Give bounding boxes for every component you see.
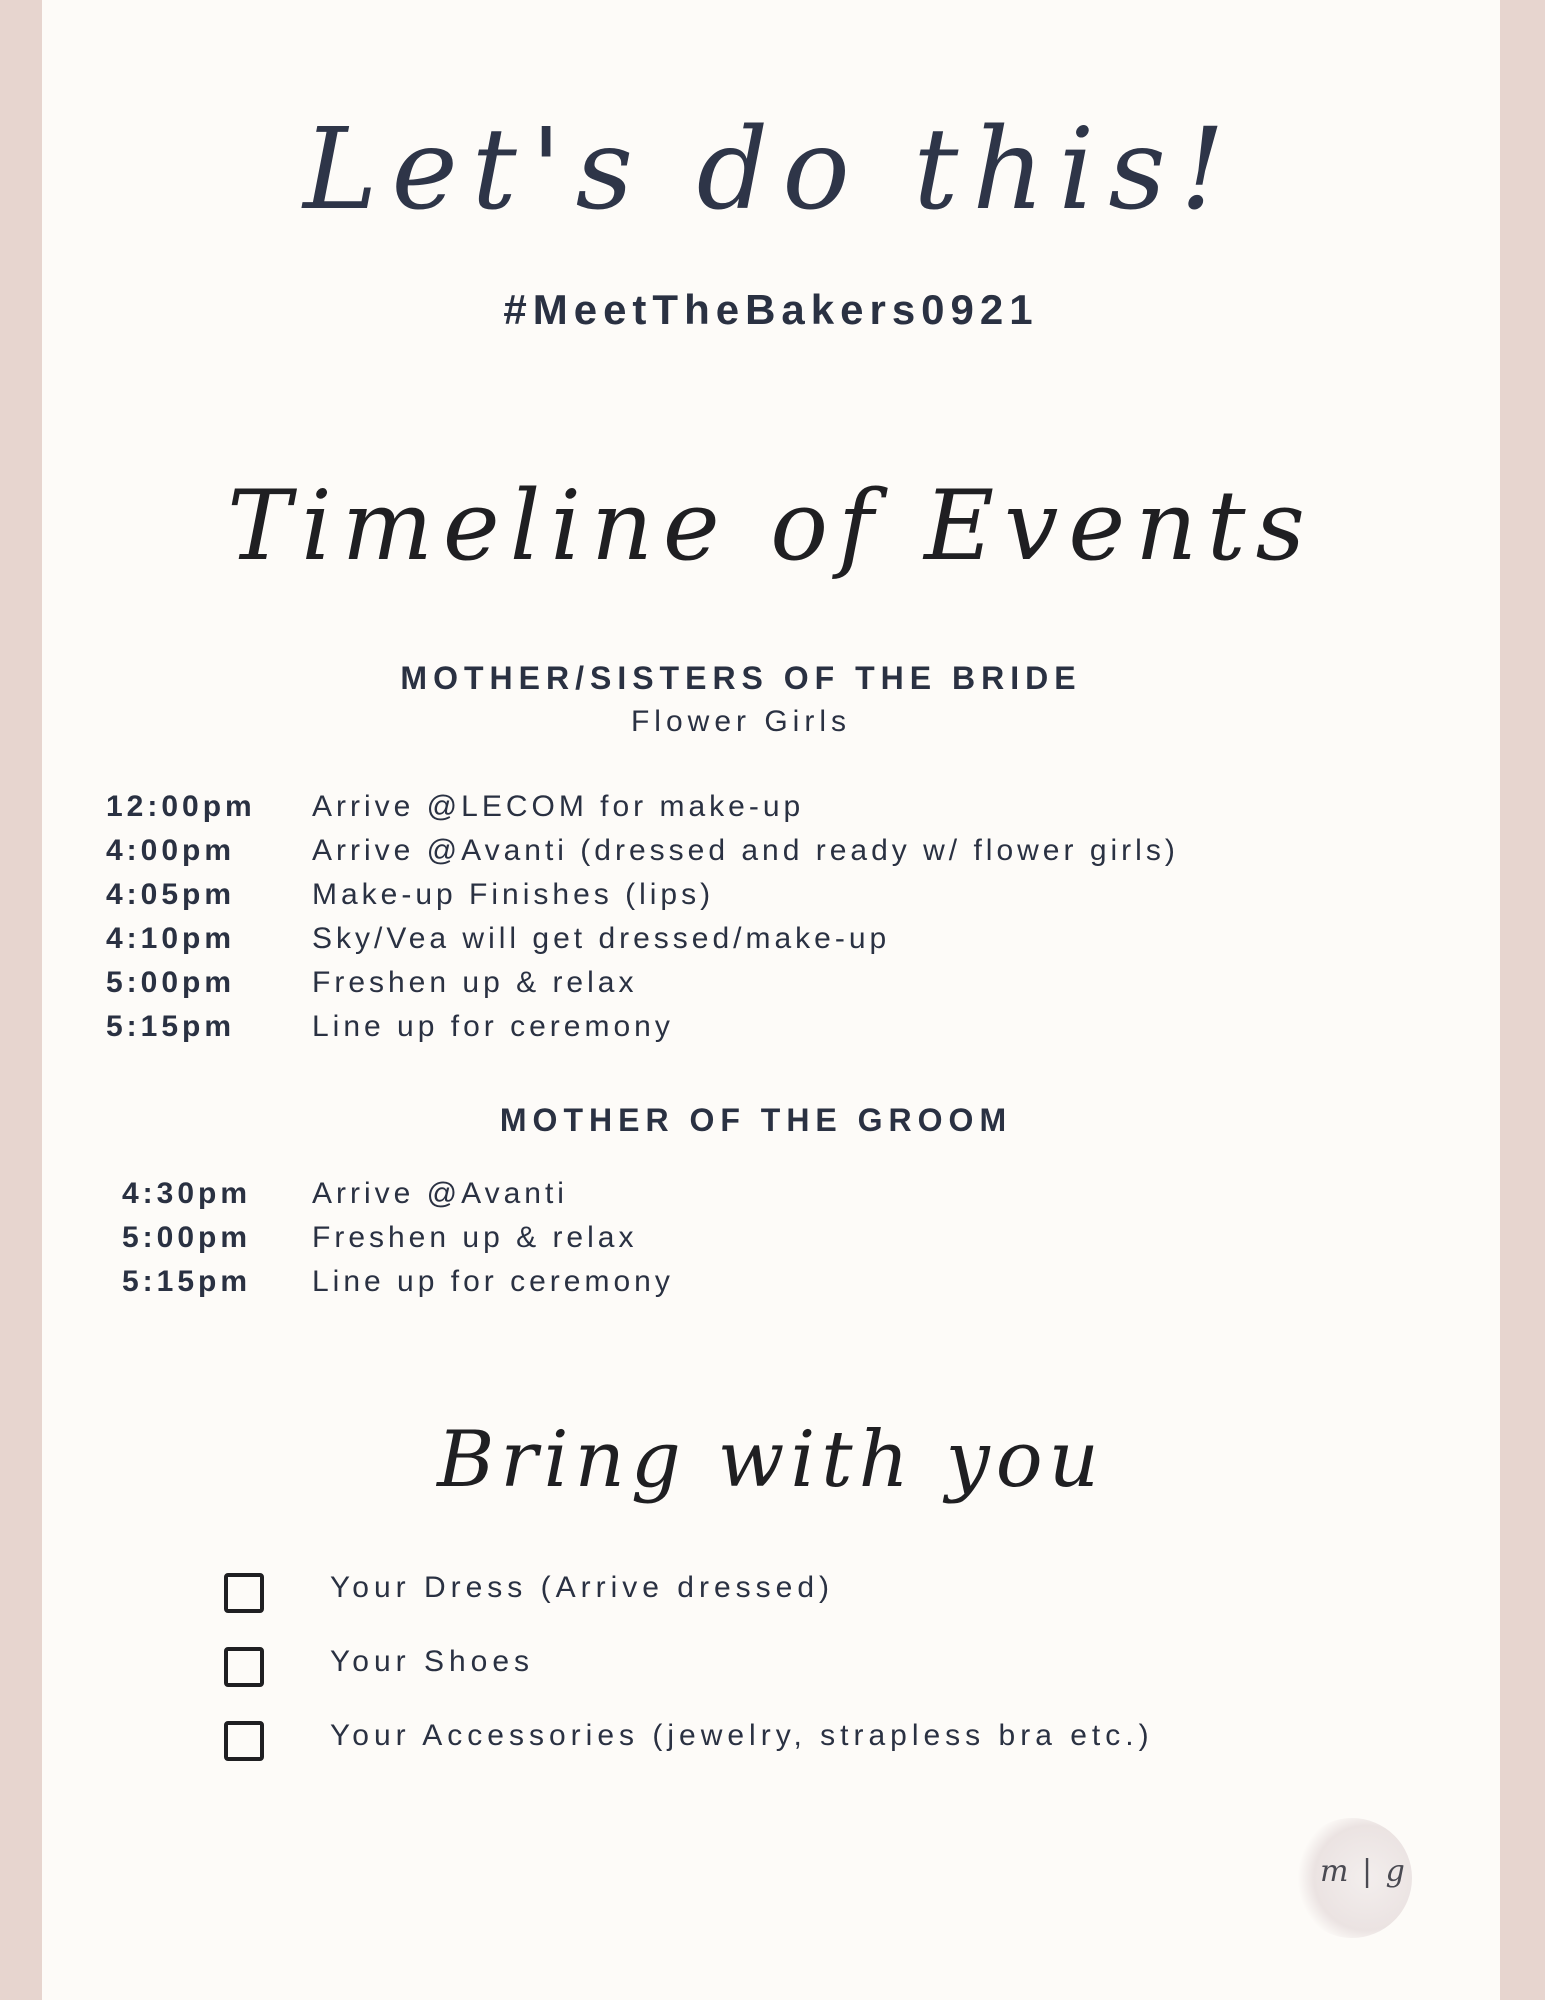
groom-schedule (42, 1172, 1442, 1304)
schedule-time: 5:15pm (106, 1010, 236, 1043)
checkbox[interactable] (224, 1721, 264, 1761)
timeline-title: Timeline of Events (227, 470, 1315, 582)
checklist-item (182, 1565, 1382, 1639)
schedule-time: 4:10pm (106, 922, 236, 955)
schedule-row (42, 1005, 1442, 1049)
schedule-time: 5:00pm (122, 1221, 252, 1254)
schedule-time: 5:00pm (106, 966, 236, 999)
schedule-row (42, 1172, 1442, 1216)
schedule-time: 4:05pm (106, 878, 236, 911)
checkbox[interactable] (224, 1573, 264, 1613)
checkbox[interactable] (224, 1647, 264, 1687)
schedule-event: Arrive @LECOM for make-up (312, 790, 805, 823)
schedule-time: 4:30pm (122, 1177, 252, 1210)
checklist-item (182, 1713, 1382, 1787)
schedule-time: 12:00pm (106, 790, 256, 823)
schedule-row (42, 785, 1442, 829)
bring-title: Bring with you (437, 1415, 1105, 1505)
schedule-row (42, 961, 1442, 1005)
schedule-event: Make-up Finishes (lips) (312, 878, 715, 911)
hero-title: Let's do this! (303, 105, 1239, 235)
monogram-logo (1292, 1818, 1412, 1938)
schedule-event: Line up for ceremony (312, 1265, 674, 1298)
schedule-row (42, 1260, 1442, 1304)
checklist-label: Your Shoes (330, 1645, 535, 1678)
document-page (42, 0, 1500, 2000)
schedule-event: Arrive @Avanti (312, 1177, 568, 1210)
schedule-row (42, 829, 1442, 873)
bring-checklist (182, 1565, 1382, 1787)
schedule-row (42, 917, 1442, 961)
monogram-text: m | g (1320, 1854, 1407, 1889)
bride-schedule (42, 785, 1442, 1049)
groom-section-heading: MOTHER OF THE GROOM (499, 1102, 1013, 1138)
schedule-event: Sky/Vea will get dressed/make-up (312, 922, 891, 955)
schedule-event: Freshen up & relax (312, 966, 638, 999)
schedule-row (42, 873, 1442, 917)
bride-section-heading: MOTHER/SISTERS OF THE BRIDE (400, 660, 1082, 696)
bride-section-subheading: Flower Girls (630, 705, 851, 738)
schedule-event: Line up for ceremony (312, 1010, 674, 1043)
checklist-label: Your Dress (Arrive dressed) (330, 1571, 835, 1604)
schedule-time: 5:15pm (122, 1265, 252, 1298)
schedule-row (42, 1216, 1442, 1260)
schedule-time: 4:00pm (106, 834, 236, 867)
checklist-item (182, 1639, 1382, 1713)
checklist-label: Your Accessories (jewelry, strapless bra etc.) (330, 1719, 1154, 1752)
schedule-event: Freshen up & relax (312, 1221, 638, 1254)
hashtag: #MeetTheBakers0921 (503, 286, 1039, 333)
schedule-event: Arrive @Avanti (dressed and ready w/ flower girls) (312, 834, 1179, 867)
